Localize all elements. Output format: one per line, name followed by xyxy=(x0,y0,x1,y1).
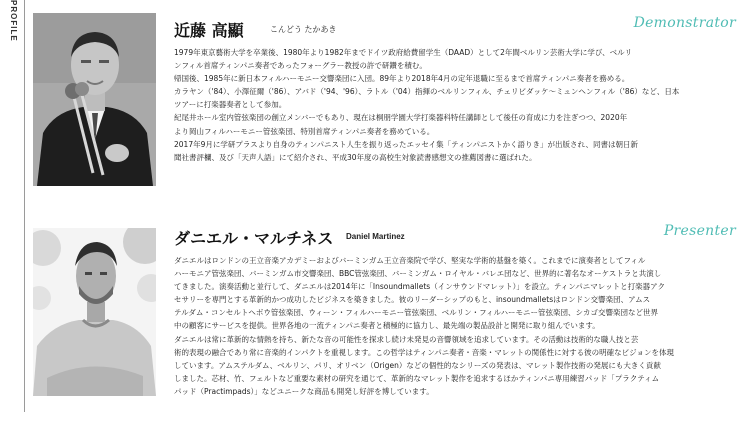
demonstrator-name: 近藤 高顯 xyxy=(174,21,244,40)
bio-line: しました。芯材、竹、フェルトなど重要な素材の研究を通じて、革新的なマレット製作を追求するほかティンパニ専用練習パッド「プラクティム xyxy=(174,373,660,383)
bio-line: 帰国後、1985年に新日本フィルハーモニー交響楽団に入団。89年より2018年4月の定年退職に至るまで首席ティンパニ奏者を務める。 xyxy=(174,74,630,84)
presenter-bio xyxy=(170,254,740,398)
bio-line: ツアーに打楽器奏者として参加。 xyxy=(174,100,287,110)
bio-line: 中の顧客にサービスを提供。世界各地の一流ティンパニ奏者と積極的に協力し、最先端の製品設計と開発に取り組んでいます。 xyxy=(174,321,600,331)
demonstrator-photo xyxy=(33,13,156,186)
presenter-role: Presenter xyxy=(663,223,736,239)
bio-line: セサリーを専門とする革新的かつ成功したビジネスを築きました。彼のリーダーシップのもと、insoundmalletsはロンドン交響楽団、アムス xyxy=(174,295,651,305)
side-divider xyxy=(24,0,25,412)
bio-line: 1979年東京藝術大学を卒業後、1980年より1982年までドイツ政府給費留学生（DAAD）として2年間ベルリン芸術大学に学び、ベルリ xyxy=(174,48,633,57)
bio-line: 術的表現の融合であり常に音楽的インパクトを重視します。この哲学はティンパニ奏者・音楽・マレットの関係性に対する彼の明確なビジョンを体現 xyxy=(174,347,675,357)
presenter-profile xyxy=(170,220,740,398)
bio-line: ダニエルは常に革新的な情熱を持ち、新たな音の可能性を探求し続け未発見の音響領域を追求しています。その活動は技術的な職人技と芸 xyxy=(174,334,639,344)
bio-line: ンフィル首席ティンパニ奏者であったフォーグラー教授の許で研鑽を積む。 xyxy=(174,61,427,71)
demonstrator-profile xyxy=(170,12,740,164)
bio-line: テルダム・コンセルトヘボウ管弦楽団、ウィーン・フィルハーモニー管弦楽団、ベルリン・フィルハーモニー管弦楽団、シカゴ交響楽団など世界 xyxy=(174,308,658,318)
presenter-photo xyxy=(33,228,156,396)
presenter-name: ダニエル・マルチネス xyxy=(174,229,334,248)
bio-line: 紀尾井ホール室内管弦楽団の創立メンバーでもあり、現在は桐朋学園大学打楽器科特任講師として後任の育成に力を注ぎつつ、2020年 xyxy=(174,113,628,123)
demonstrator-bio xyxy=(170,46,740,164)
bio-line: ダニエルはロンドンの王立音楽アカデミーおよびバーミンガム王立音楽院で学び、堅実な学術的基盤を築く。これまでに演奏者としてフィル xyxy=(174,256,646,265)
bio-line: パッド（Practimpads）」などユニークな商品も開発し好評を博しています。 xyxy=(174,386,434,396)
presenter-header xyxy=(170,220,740,250)
demonstrator-name-reading: こんどう たかあき xyxy=(270,25,337,34)
bio-line: カラヤン（'84）、小澤征爾（'86）、アバド（'94、'96）、ラトル（'04）指揮のベルリンフィル、チェリビダッケ〜ミュンヘンフィル（'86）など、日本 xyxy=(174,87,680,97)
presenter-name-reading: Daniel Martinez xyxy=(346,232,405,241)
bio-line: てきました。演奏活動と並行して、ダニエルは2014年に「Insoundmallets（インサウンドマレット）」を設立。ティンパニマレットと打楽器アク xyxy=(174,282,665,292)
profile-side-label: PROFILE xyxy=(9,0,18,42)
bio-line: しています。アムステルダム、ベルリン、パリ、オリベン（Origen）などの個性的なシリーズの発表は、マレット製作技術の発展にも大きく貢献 xyxy=(174,360,661,370)
bio-line: より岡山フィルハーモニー管弦楽団、特別首席ティンパニ奏者を務めている。 xyxy=(174,126,435,136)
demonstrator-role: Demonstrator xyxy=(633,15,736,31)
demonstrator-header xyxy=(170,12,740,42)
bio-line: 聞社書評欄、及び「天声人語」にて紹介され、平成30年度の高校生対象読書感想文の推薦図書に選ばれた。 xyxy=(174,152,537,162)
bio-line: ハーモニア管弦楽団、バーミンガム市交響楽団、BBC管弦楽団、バーミンガム・ロイヤル・バレエ団など、世界的に著名なオーケストラと共演し xyxy=(174,269,662,279)
bio-line: 2017年9月に学研プラスより自身のティンパニスト人生を振り返ったエッセイ集「ティンパニストかく語りき」が出版され、同書は朝日新 xyxy=(174,139,638,149)
